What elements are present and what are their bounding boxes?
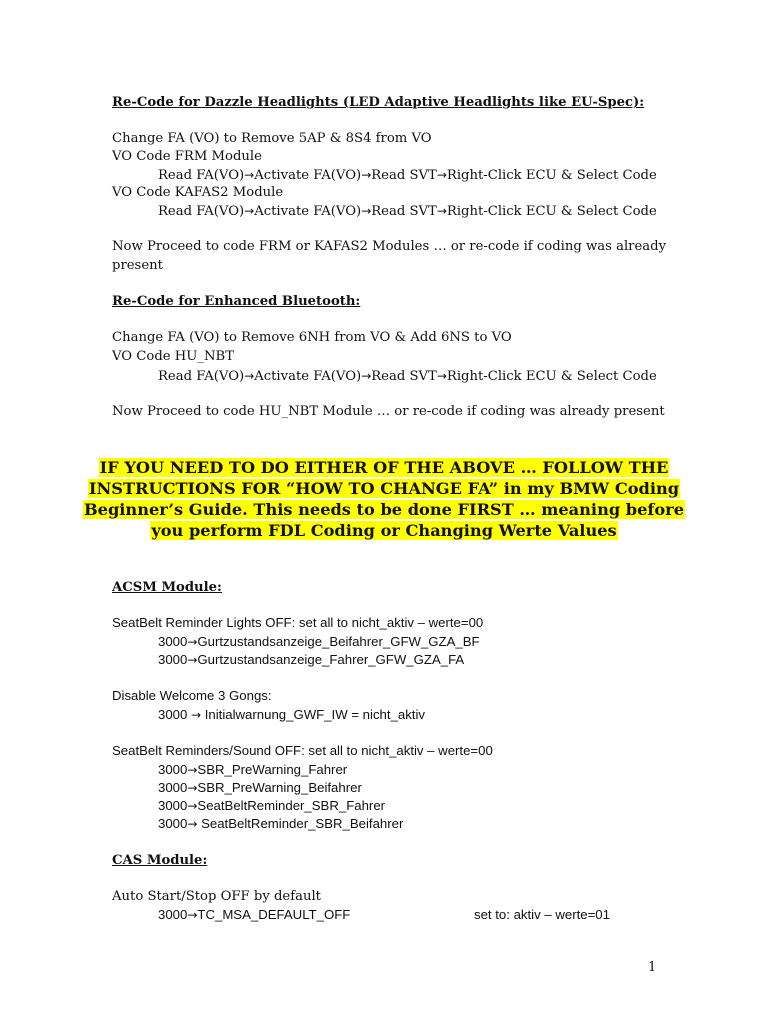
- step-select-code: Right-Click ECU & Select Code: [446, 369, 657, 384]
- step-activate-fa: Activate FA(VO): [254, 204, 362, 219]
- step-read-svt: Read SVT: [371, 369, 437, 384]
- arrow-right-icon: →: [361, 168, 372, 182]
- acsm-seatbelt-lights-title: SeatBelt Reminder Lights OFF: set all to nicht_aktiv – werte=00: [112, 615, 484, 630]
- bluetooth-change-fa: Change FA (VO) to Remove 6NH from VO & Add 6NS to VO: [112, 330, 512, 345]
- step-read-svt: Read SVT: [371, 204, 437, 219]
- cas-setting: set to: aktiv – werte=01: [474, 907, 610, 922]
- step-read-svt: Read SVT: [371, 168, 437, 183]
- step-read-fa: Read FA(VO): [158, 168, 245, 183]
- step-activate-fa: Activate FA(VO): [254, 369, 362, 384]
- arrow-right-icon: →: [244, 369, 255, 383]
- arrow-right-icon: →: [187, 763, 198, 777]
- step-select-code: Right-Click ECU & Select Code: [446, 168, 657, 183]
- cas-auto-start-stop-title: Auto Start/Stop OFF by default: [112, 889, 321, 904]
- acsm-item: 3000 → Initialwarnung_GWF_IW = nicht_aktiv: [158, 707, 425, 722]
- step-activate-fa: Activate FA(VO): [254, 168, 362, 183]
- acsm-item: 3000→SBR_PreWarning_Fahrer: [158, 762, 348, 777]
- arrow-right-icon: →: [191, 708, 202, 722]
- arrow-right-icon: →: [361, 204, 372, 218]
- acsm-item: 3000→SeatBeltReminder_SBR_Fahrer: [158, 798, 386, 813]
- dazzle-kafas2-steps: [158, 202, 657, 221]
- arrow-right-icon: →: [187, 799, 198, 813]
- dazzle-note-line1: Now Proceed to code FRM or KAFAS2 Modules … or re-code if coding was already: [112, 239, 667, 254]
- notice-line-3: Beginner’s Guide. This needs to be done FIRST … meaning before: [83, 500, 685, 519]
- arrow-right-icon: →: [361, 369, 372, 383]
- notice-line-2: INSTRUCTIONS FOR “HOW TO CHANGE FA” in my BMW Coding: [88, 479, 680, 498]
- bluetooth-steps: [158, 367, 657, 386]
- arrow-right-icon: →: [244, 168, 255, 182]
- bluetooth-vo-code-hu: VO Code HU_NBT: [112, 349, 234, 364]
- step-read-fa: Read FA(VO): [158, 369, 245, 384]
- acsm-item: 3000→ SeatBeltReminder_SBR_Beifahrer: [158, 816, 404, 831]
- arrow-right-icon: →: [187, 781, 198, 795]
- acsm-gongs-title: Disable Welcome 3 Gongs:: [112, 688, 272, 703]
- dazzle-vo-code-kafas2: VO Code KAFAS2 Module: [112, 185, 284, 200]
- notice-line-4: you perform FDL Coding or Changing Werte Values: [151, 521, 617, 540]
- acsm-item: 3000→SBR_PreWarning_Beifahrer: [158, 780, 362, 795]
- acsm-item: 3000→Gurtzustandsanzeige_Beifahrer_GFW_GZA_BF: [158, 634, 480, 649]
- heading-cas-module: CAS Module:: [112, 853, 208, 868]
- acsm-reminders-title: SeatBelt Reminders/Sound OFF: set all to nicht_aktiv – werte=00: [112, 743, 493, 758]
- heading-dazzle-headlights: Re-Code for Dazzle Headlights (LED Adaptive Headlights like EU-Spec):: [112, 95, 645, 110]
- cas-item: 3000→TC_MSA_DEFAULT_OFF: [158, 907, 351, 922]
- dazzle-change-fa: Change FA (VO) to Remove 5AP & 8S4 from VO: [112, 131, 432, 146]
- step-read-fa: Read FA(VO): [158, 204, 245, 219]
- bluetooth-note: Now Proceed to code HU_NBT Module … or re-code if coding was already present: [112, 404, 665, 419]
- heading-enhanced-bluetooth: Re-Code for Enhanced Bluetooth:: [112, 294, 361, 309]
- dazzle-frm-steps: [158, 166, 657, 185]
- arrow-right-icon: →: [436, 204, 447, 218]
- arrow-right-icon: →: [187, 817, 198, 831]
- arrow-right-icon: →: [436, 168, 447, 182]
- arrow-right-icon: →: [436, 369, 447, 383]
- heading-acsm-module: ACSM Module:: [112, 580, 222, 595]
- arrow-right-icon: →: [244, 204, 255, 218]
- dazzle-note-line2: present: [112, 258, 163, 273]
- arrow-right-icon: →: [187, 653, 198, 667]
- step-select-code: Right-Click ECU & Select Code: [446, 204, 657, 219]
- notice-line-1: IF YOU NEED TO DO EITHER OF THE ABOVE … FOLLOW THE: [99, 458, 669, 477]
- arrow-right-icon: →: [187, 908, 198, 922]
- page-number: 1: [648, 960, 657, 975]
- acsm-item: 3000→Gurtzustandsanzeige_Fahrer_GFW_GZA_FA: [158, 652, 465, 667]
- arrow-right-icon: →: [187, 635, 198, 649]
- dazzle-vo-code-frm: VO Code FRM Module: [112, 149, 262, 164]
